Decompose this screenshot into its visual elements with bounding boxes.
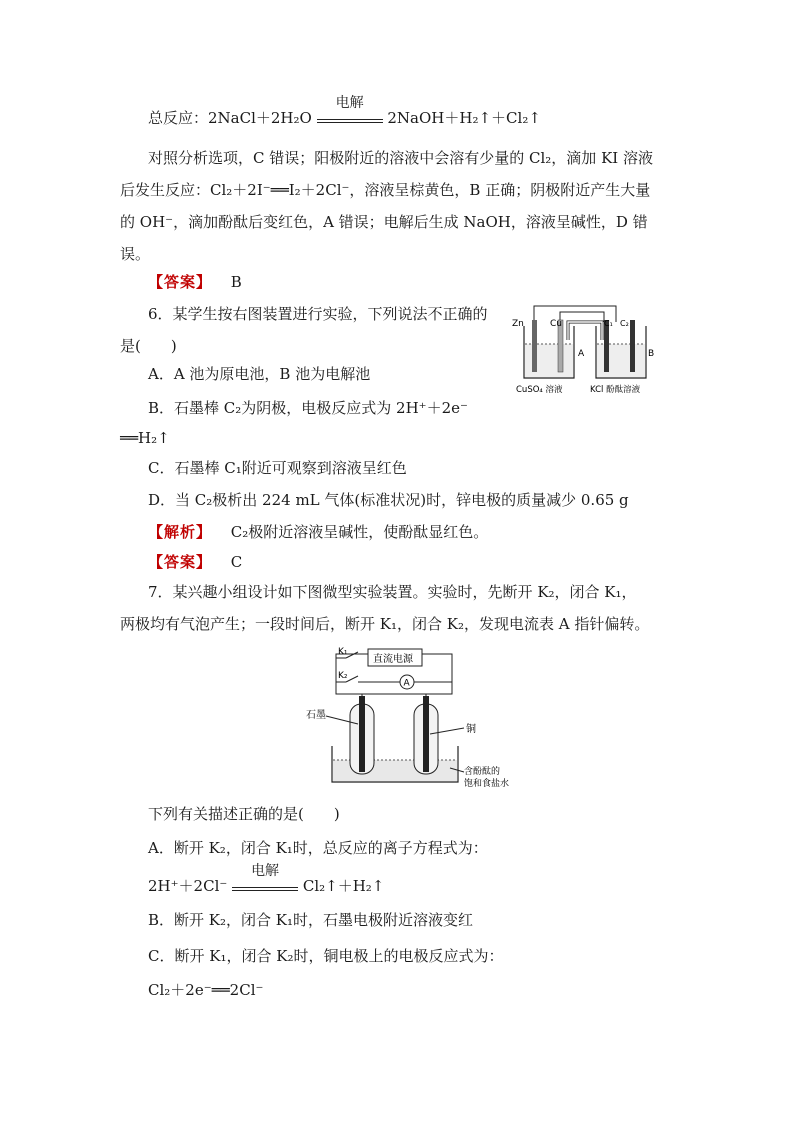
- q5-answer: [148, 272, 242, 292]
- label-cu: Cu: [550, 319, 562, 329]
- q6-analysis-tag: 【解析】: [148, 523, 213, 541]
- q5-answer-value: B: [230, 273, 242, 291]
- q7-electrolysis-arrow: [232, 863, 298, 891]
- q7-option-a-equation: [148, 863, 385, 896]
- q7-stem-line-2: 两极均有气泡产生；一段时间后，断开 K₁，闭合 K₂，发现电流表 A 指针偏转。: [120, 615, 650, 633]
- q5-electrolysis-arrow: [317, 95, 383, 123]
- q7-stem-line-1: 7．某兴趣小组设计如下图微型实验装置。实验时，先断开 K₂，闭合 K₁，: [148, 583, 637, 601]
- q5-total-reaction: [148, 95, 541, 128]
- label-a: A: [578, 349, 585, 359]
- label-solution-1: 含酚酞的: [464, 767, 501, 777]
- q5-analysis-line-1: 对照分析选项，C 错误；阳极附近的溶液中会溶有少量的 Cl₂，滴加 KI 溶液: [148, 149, 653, 167]
- q6-stem-line-1: 6．某学生按右图装置进行实验，下列说法不正确的: [148, 305, 488, 323]
- q6-option-a: A．A 池为原电池，B 池为电解池: [148, 365, 371, 383]
- label-zn: Zn: [512, 319, 524, 329]
- q5-total-reaction-prefix: 总反应：2NaCl＋2H₂O: [148, 109, 312, 127]
- q5-answer-tag: 【答案】: [148, 273, 213, 291]
- q5-total-reaction-suffix: 2NaOH＋H₂↑＋Cl₂↑: [387, 109, 541, 127]
- q5-analysis-line-3: 的 OH⁻，滴加酚酞后变红色，A 错误；电解后生成 NaOH，溶液呈碱性，D 错: [120, 213, 648, 231]
- q7-equation-condition: 电解: [251, 863, 280, 879]
- q7-option-a-line-1: A．断开 K₂，闭合 K₁时，总反应的离子方程式为：: [148, 839, 488, 857]
- zn-electrode: [532, 320, 537, 372]
- q6-apparatus-figure: [512, 300, 655, 396]
- q7-equation-suffix: Cl₂↑＋H₂↑: [302, 877, 385, 895]
- q6-option-c: C．石墨棒 C₁附近可观察到溶液呈红色: [148, 459, 407, 477]
- label-b: B: [648, 349, 655, 359]
- q5-reaction-condition: 电解: [335, 95, 364, 111]
- q6-analysis: [148, 522, 488, 542]
- q5-analysis-line-2: 后发生反应：Cl₂＋2I⁻══I₂＋2Cl⁻，溶液呈棕黄色，B 正确；阴极附近产生大量: [120, 181, 651, 199]
- label-k2: K₂: [338, 671, 348, 681]
- q6-analysis-text: C₂极附近溶液呈碱性，使酚酞显红色。: [230, 523, 489, 541]
- label-k1: K₁: [338, 647, 348, 657]
- label-c2: C₂: [620, 319, 629, 328]
- caption-cuso4: CuSO₄ 溶液: [516, 385, 563, 395]
- q6-option-b-line-1: B．石墨棒 C₂为阴极，电极反应式为 2H⁺＋2e⁻: [148, 399, 468, 417]
- q6-answer: [148, 552, 242, 572]
- graphite-electrode: [359, 696, 365, 772]
- q7-option-c-line-1: C．断开 K₁，闭合 K₂时，铜电极上的电极反应式为：: [148, 947, 504, 965]
- copper-electrode: [423, 696, 429, 772]
- q7-option-b: B．断开 K₂，闭合 K₁时，石墨电极附近溶液变红: [148, 911, 473, 929]
- q6-answer-value: C: [230, 553, 243, 571]
- label-ammeter: A: [403, 678, 410, 689]
- q7-question: 下列有关描述正确的是( ): [148, 805, 340, 823]
- label-c1: C₁: [604, 319, 613, 328]
- q6-answer-tag: 【答案】: [148, 553, 213, 571]
- q6-option-b-line-2: ══H₂↑: [120, 429, 170, 447]
- caption-kcl: KCl 酚酞溶液: [590, 385, 641, 395]
- label-copper: 铜: [466, 724, 476, 735]
- q7-option-c-line-2: Cl₂＋2e⁻══2Cl⁻: [148, 981, 264, 999]
- q6-option-d: D．当 C₂极析出 224 mL 气体(标准状况)时，锌电极的质量减少 0.65 g: [148, 491, 629, 509]
- label-solution-2: 饱和食盐水: [464, 779, 510, 789]
- q6-stem-line-2: 是( ): [120, 337, 177, 355]
- q7-equation-prefix: 2H⁺＋2Cl⁻: [148, 877, 228, 895]
- q5-analysis-line-4: 误。: [120, 245, 151, 263]
- label-power: 直流电源: [373, 654, 413, 665]
- c2-electrode: [630, 320, 635, 372]
- label-graphite: 石墨: [306, 710, 326, 721]
- q7-apparatus-figure: [300, 644, 530, 794]
